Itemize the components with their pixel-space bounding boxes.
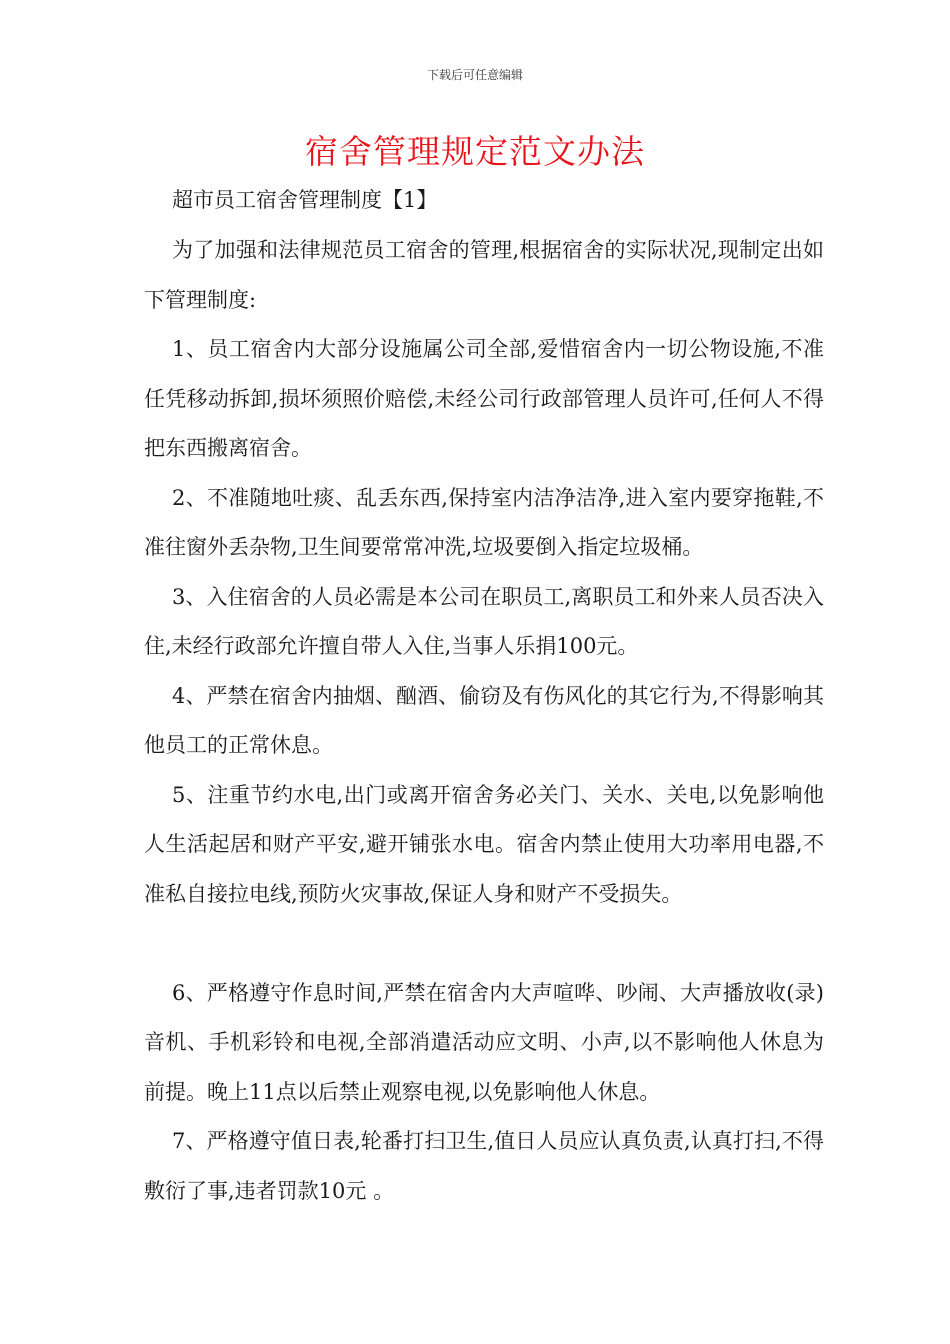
rule-paragraph-1: 1、员工宿舍内大部分设施属公司全部,爱惜宿舍内一切公物设施,不准任凭移动拆卸,损坏须照价赔偿,未经公司行政部管理人员许可,任何人不得把东西搬离宿舍。 [144, 337, 824, 460]
rule-paragraph-5: 5、注重节约水电,出门或离开宿舍务必关门、关水、关电,以免影响他人生活起居和财产平安,避开铺张水电。宿舍内禁止使用大功率用电器,不准私自接拉电线,预防火灾事故,保证人身和财产不受损失。 [144, 782, 824, 906]
rule-paragraph-4: 4、严禁在宿舍内抽烟、酗酒、偷窃及有伤风化的其它行为,不得影响其他员工的正常休息。 [144, 683, 824, 757]
rule-paragraph-7: 7、严格遵守值日表,轮番打扫卫生,值日人员应认真负责,认真打扫,不得敷衍了事,违者罚款10元 。 [144, 1129, 824, 1203]
rule-paragraph-3: 3、入住宿舍的人员必需是本公司在职员工,离职员工和外来人员否决入住,未经行政部允许擅自带人入住,当事人乐捐100元。 [144, 584, 824, 658]
document-body [144, 226, 824, 1216]
section-subtitle: 超市员工宿舍管理制度【1】 [172, 188, 438, 212]
intro-paragraph: 为了加强和法律规范员工宿舍的管理,根据宿舍的实际状况,现制定出如下管理制度: [144, 238, 824, 312]
rule-paragraph-6: 6、严格遵守作息时间,严禁在宿舍内大声喧哗、吵闹、大声播放收(录)音机、手机彩铃和电视,全部消遣活动应文明、小声,以不影响他人休息为前提。晚上11点以后禁止观察电视,以免影响他人休息。 [144, 980, 824, 1104]
header-note: 下载后可任意编辑 [426, 68, 523, 82]
rule-paragraph-2: 2、不准随地吐痰、乱丢东西,保持室内洁净洁净,进入室内要穿拖鞋,不准往窗外丢杂物,卫生间要常常冲洗,垃圾要倒入指定垃圾桶。 [144, 485, 824, 559]
page-title: 宿舍管理规定范文办法 [305, 132, 645, 171]
